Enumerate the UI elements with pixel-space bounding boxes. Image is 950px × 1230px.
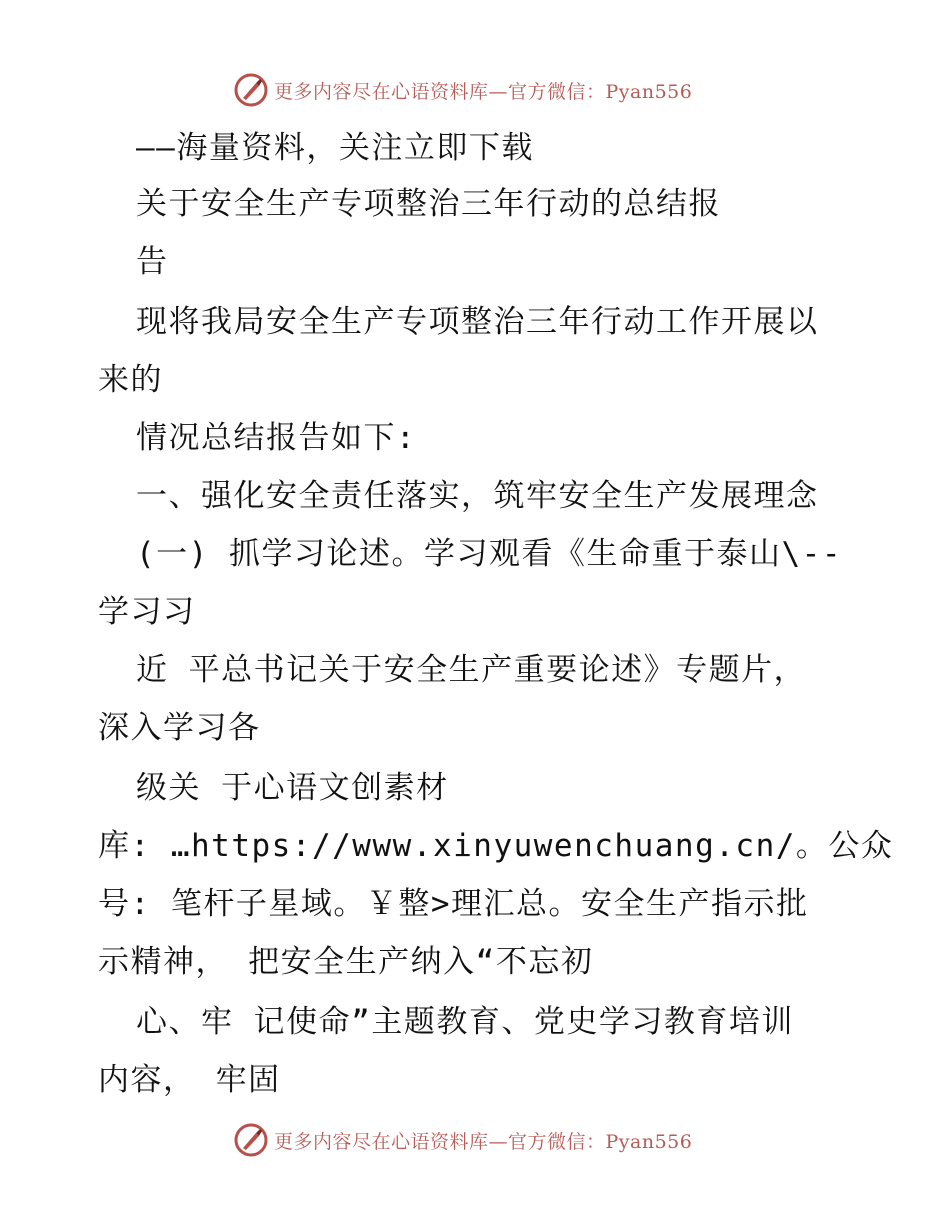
pen-logo-icon <box>234 1123 268 1157</box>
text-line: 内容， 牢固 <box>98 1062 281 1098</box>
footer-watermark-banner <box>234 1120 692 1160</box>
text-line: 示精神， 把安全生产纳入“不忘初 <box>98 944 594 980</box>
text-line: 深入学习各 <box>98 710 261 746</box>
text-line: 现将我局安全生产专项整治三年行动工作开展以 <box>136 304 819 340</box>
text-line: 心、牢 记使命”主题教育、党史学习教育培训 <box>136 1004 794 1040</box>
document-title: 关于安全生产专项整治三年行动的总结报 <box>136 186 721 222</box>
pen-logo-icon <box>234 73 268 107</box>
text-line: 号: 笔杆子星域。￥整>理汇总。安全生产指示批 <box>98 886 809 922</box>
text-line: 近 平总书记关于安全生产重要论述》专题片， <box>136 652 807 688</box>
banner-text: 更多内容尽在心语资料库—官方微信：Pyan556 <box>274 80 693 103</box>
document-title-continued: 告 <box>136 244 169 280</box>
text-line: 库: …https://www.xinyuwenchuang.cn/。公众 <box>98 828 894 864</box>
header-watermark-banner <box>234 70 692 110</box>
text-line: (一) 抓学习论述。学习观看《生命重于泰山\-- <box>136 536 842 572</box>
text-line: ——海量资料，关注立即下载 <box>136 130 534 166</box>
text-line: 情况总结报告如下: <box>136 420 417 456</box>
banner-text: 更多内容尽在心语资料库—官方微信：Pyan556 <box>274 1130 693 1153</box>
section-heading: 一、强化安全责任落实，筑牢安全生产发展理念 <box>136 478 819 514</box>
text-line: 级关 于心语文创素材 <box>136 770 449 806</box>
text-line: 来的 <box>98 362 163 398</box>
text-line: 学习习 <box>98 594 196 630</box>
